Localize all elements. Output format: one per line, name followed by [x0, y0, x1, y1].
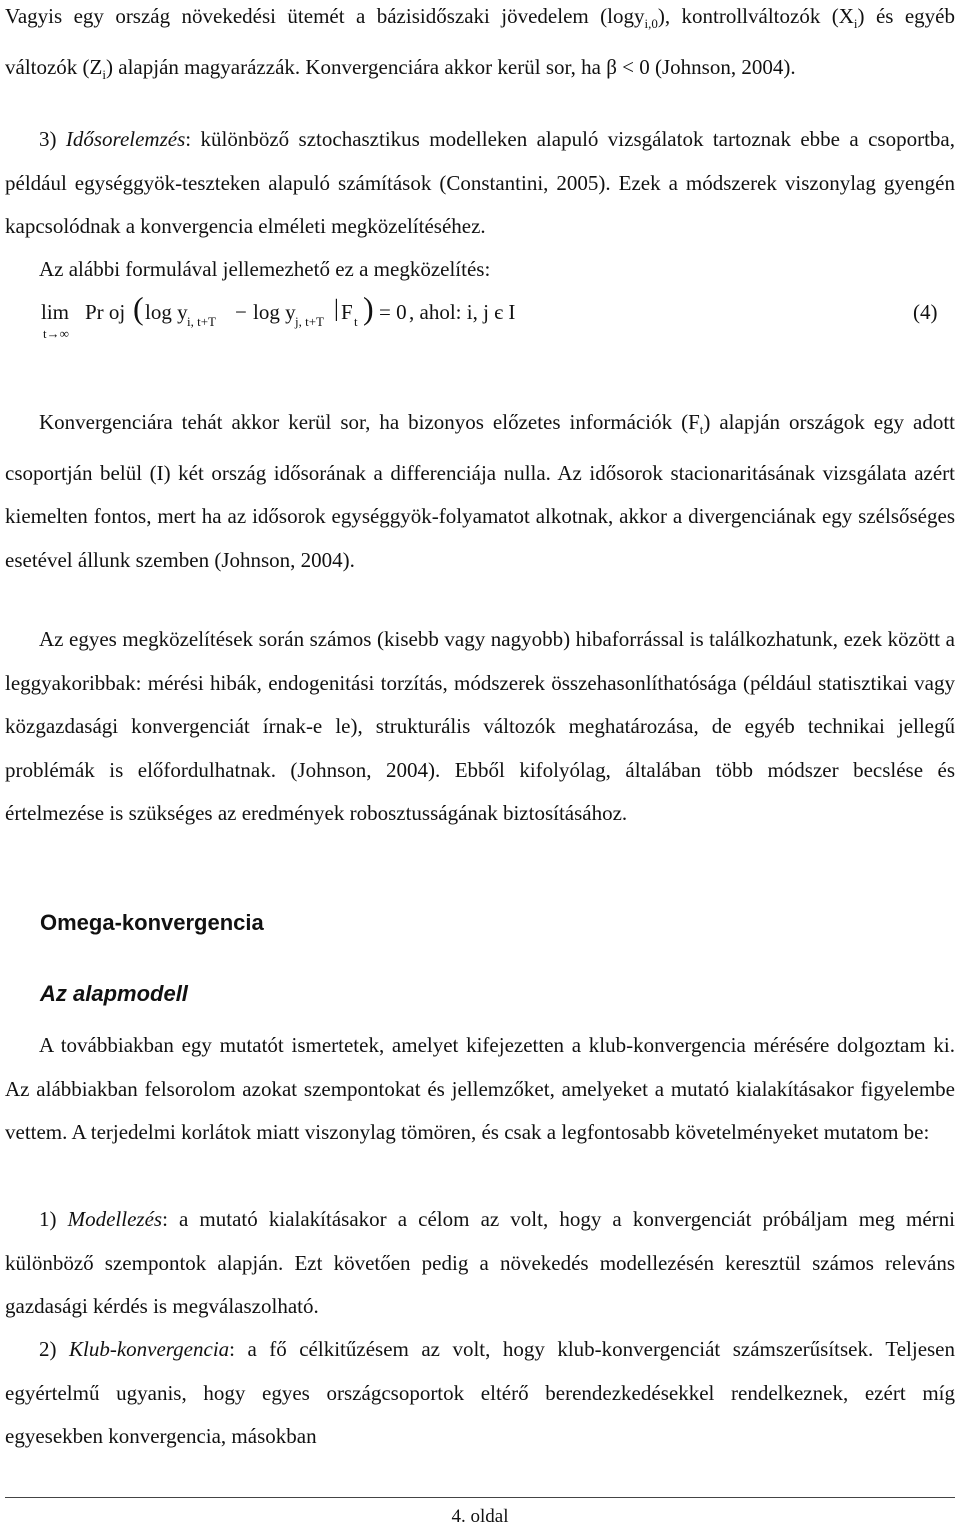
footer-divider	[5, 1497, 955, 1498]
section-heading: Omega-konvergencia	[40, 910, 264, 935]
formula-condition: , ahol: i, j є I	[409, 300, 516, 324]
text-run: ) és egyéb változók (Z	[5, 4, 955, 79]
text-run: Az alábbi formulával jellemezhető ez a megközelítés:	[39, 257, 491, 281]
list-item-modelling	[5, 1198, 955, 1329]
text-run: ) alapján országok egy adott csoportján belül (I) két ország idősorának a differenciája nulla. Az idősorok stacionaritásának vizsgálata azért kiemelten fontos, mert ha az idősorok egységgyök-folyamatot alkotnak, akkor a divergenciának egy szélsőséges esetével állunk szemben (Johnson, 2004).	[5, 410, 955, 572]
subscript: t	[699, 422, 704, 438]
formula-equals-zero: = 0	[379, 300, 407, 324]
formula-conditional-bar: |	[334, 296, 339, 322]
list-item-club-convergence	[5, 1328, 955, 1459]
text-run: : különböző sztochasztikus modelleken alapuló vizsgálatok tartoznak ebbe a csoportba, például egységgyök-teszteken alapuló számítások (Constantini, 2005). Ezek a módszerek viszonylag gyengén kapcsolódnak a konvergencia elméleti megközelítéséhez.	[5, 127, 955, 238]
text-run: : a fő célkitűzésem az volt, hogy klub-konvergenciát számszerűsítsek. Teljesen egyértelmű ugyanis, hogy egyes országcsoportok eltérő berendezkedésekkel rendelkeznek, ezért míg egyesekben konvergencia, másokban	[5, 1337, 956, 1448]
paragraph-formula-intro	[5, 248, 955, 292]
subscript: i,0	[644, 16, 658, 32]
subscript: i	[853, 16, 858, 32]
formula-lim: lim	[41, 300, 70, 324]
term-italic: Idősorelemzés	[65, 127, 186, 151]
equation-number: (4)	[913, 300, 938, 324]
list-number: 2)	[39, 1337, 69, 1361]
formula-F-subscript: t	[354, 314, 358, 329]
paragraph-indicator-intro	[5, 1024, 955, 1155]
subscript: i	[102, 66, 107, 82]
formula-right-paren: )	[363, 290, 374, 326]
paragraph-error-sources	[5, 618, 955, 836]
paragraph-convergence	[5, 401, 955, 582]
list-number: 1)	[39, 1207, 68, 1231]
page-number: 4. oldal	[451, 1506, 509, 1527]
equation-4	[5, 292, 955, 352]
text-run: ), kontrollváltozók (X	[657, 4, 854, 28]
paragraph-growth-rate	[5, 0, 955, 96]
term-italic: Klub-konvergencia	[68, 1337, 230, 1361]
text-run: A továbbiakban egy mutatót ismertetek, amelyet kifejezetten a klub-konvergencia mérésére dolgoztam ki. Az alábbiakban felsorolom azokat szempontokat és jellemzőket, amelyeket a mutató kialakításakor figyelembe vettem. A terjedelmi korlátok miatt viszonylag tömören, és csak a legfontosabb követelményeket mutatom be:	[5, 1033, 955, 1144]
subsection-heading: Az alapmodell	[40, 981, 188, 1006]
text-run: ) alapján magyarázzák. Konvergenciára akkor kerül sor, ha β < 0 (Johnson, 2004).	[106, 54, 796, 79]
formula-F: F	[341, 300, 353, 324]
formula-log-yi: log y	[145, 300, 188, 324]
term-italic: Modellezés	[67, 1207, 163, 1231]
formula-minus: −	[235, 300, 247, 324]
list-number: 3)	[39, 127, 66, 151]
text-run: : a mutató kialakításakor a célom az volt, hogy a konvergenciát próbáljam meg mérni különböző szempontok alapján. Ezt követően pedig a növekedés modellezésén keresztül számos releváns gazdasági kérdés is megválaszolható.	[5, 1207, 955, 1318]
formula-subscript-j: j, t+T	[295, 314, 324, 329]
formula-projection: Pr oj	[85, 300, 126, 324]
formula-subscript-i: i, t+T	[187, 314, 216, 329]
formula-left-paren: (	[133, 290, 144, 326]
paragraph-time-series	[5, 118, 955, 249]
text-run: Az egyes megközelítések során számos (kisebb vagy nagyobb) hibaforrással is találkozhatunk, ezek között a leggyakoribbak: mérési hibák, endogenitási torzítás, módszerek összehasonlíthatósága (például statisztikai vagy közgazdasági konvergenciát írnak-e le), strukturális változók meghatározása, de egyéb technikai jellegű problémák is előfordulhatnak. (Johnson, 2004). Ebből kifolyólag, általában több módszer becslése és értelmezése is szükséges az eredmények robosztusságának biztosításához.	[5, 627, 955, 825]
formula-lim-subscript: t→∞	[43, 326, 69, 341]
text-run: Konvergenciára tehát akkor kerül sor, ha bizonyos előzetes információk (F	[39, 410, 700, 434]
text-run: Vagyis egy ország növekedési ütemét a bázisidőszaki jövedelem (logy	[5, 4, 645, 28]
formula-log-yj: log y	[253, 300, 296, 324]
